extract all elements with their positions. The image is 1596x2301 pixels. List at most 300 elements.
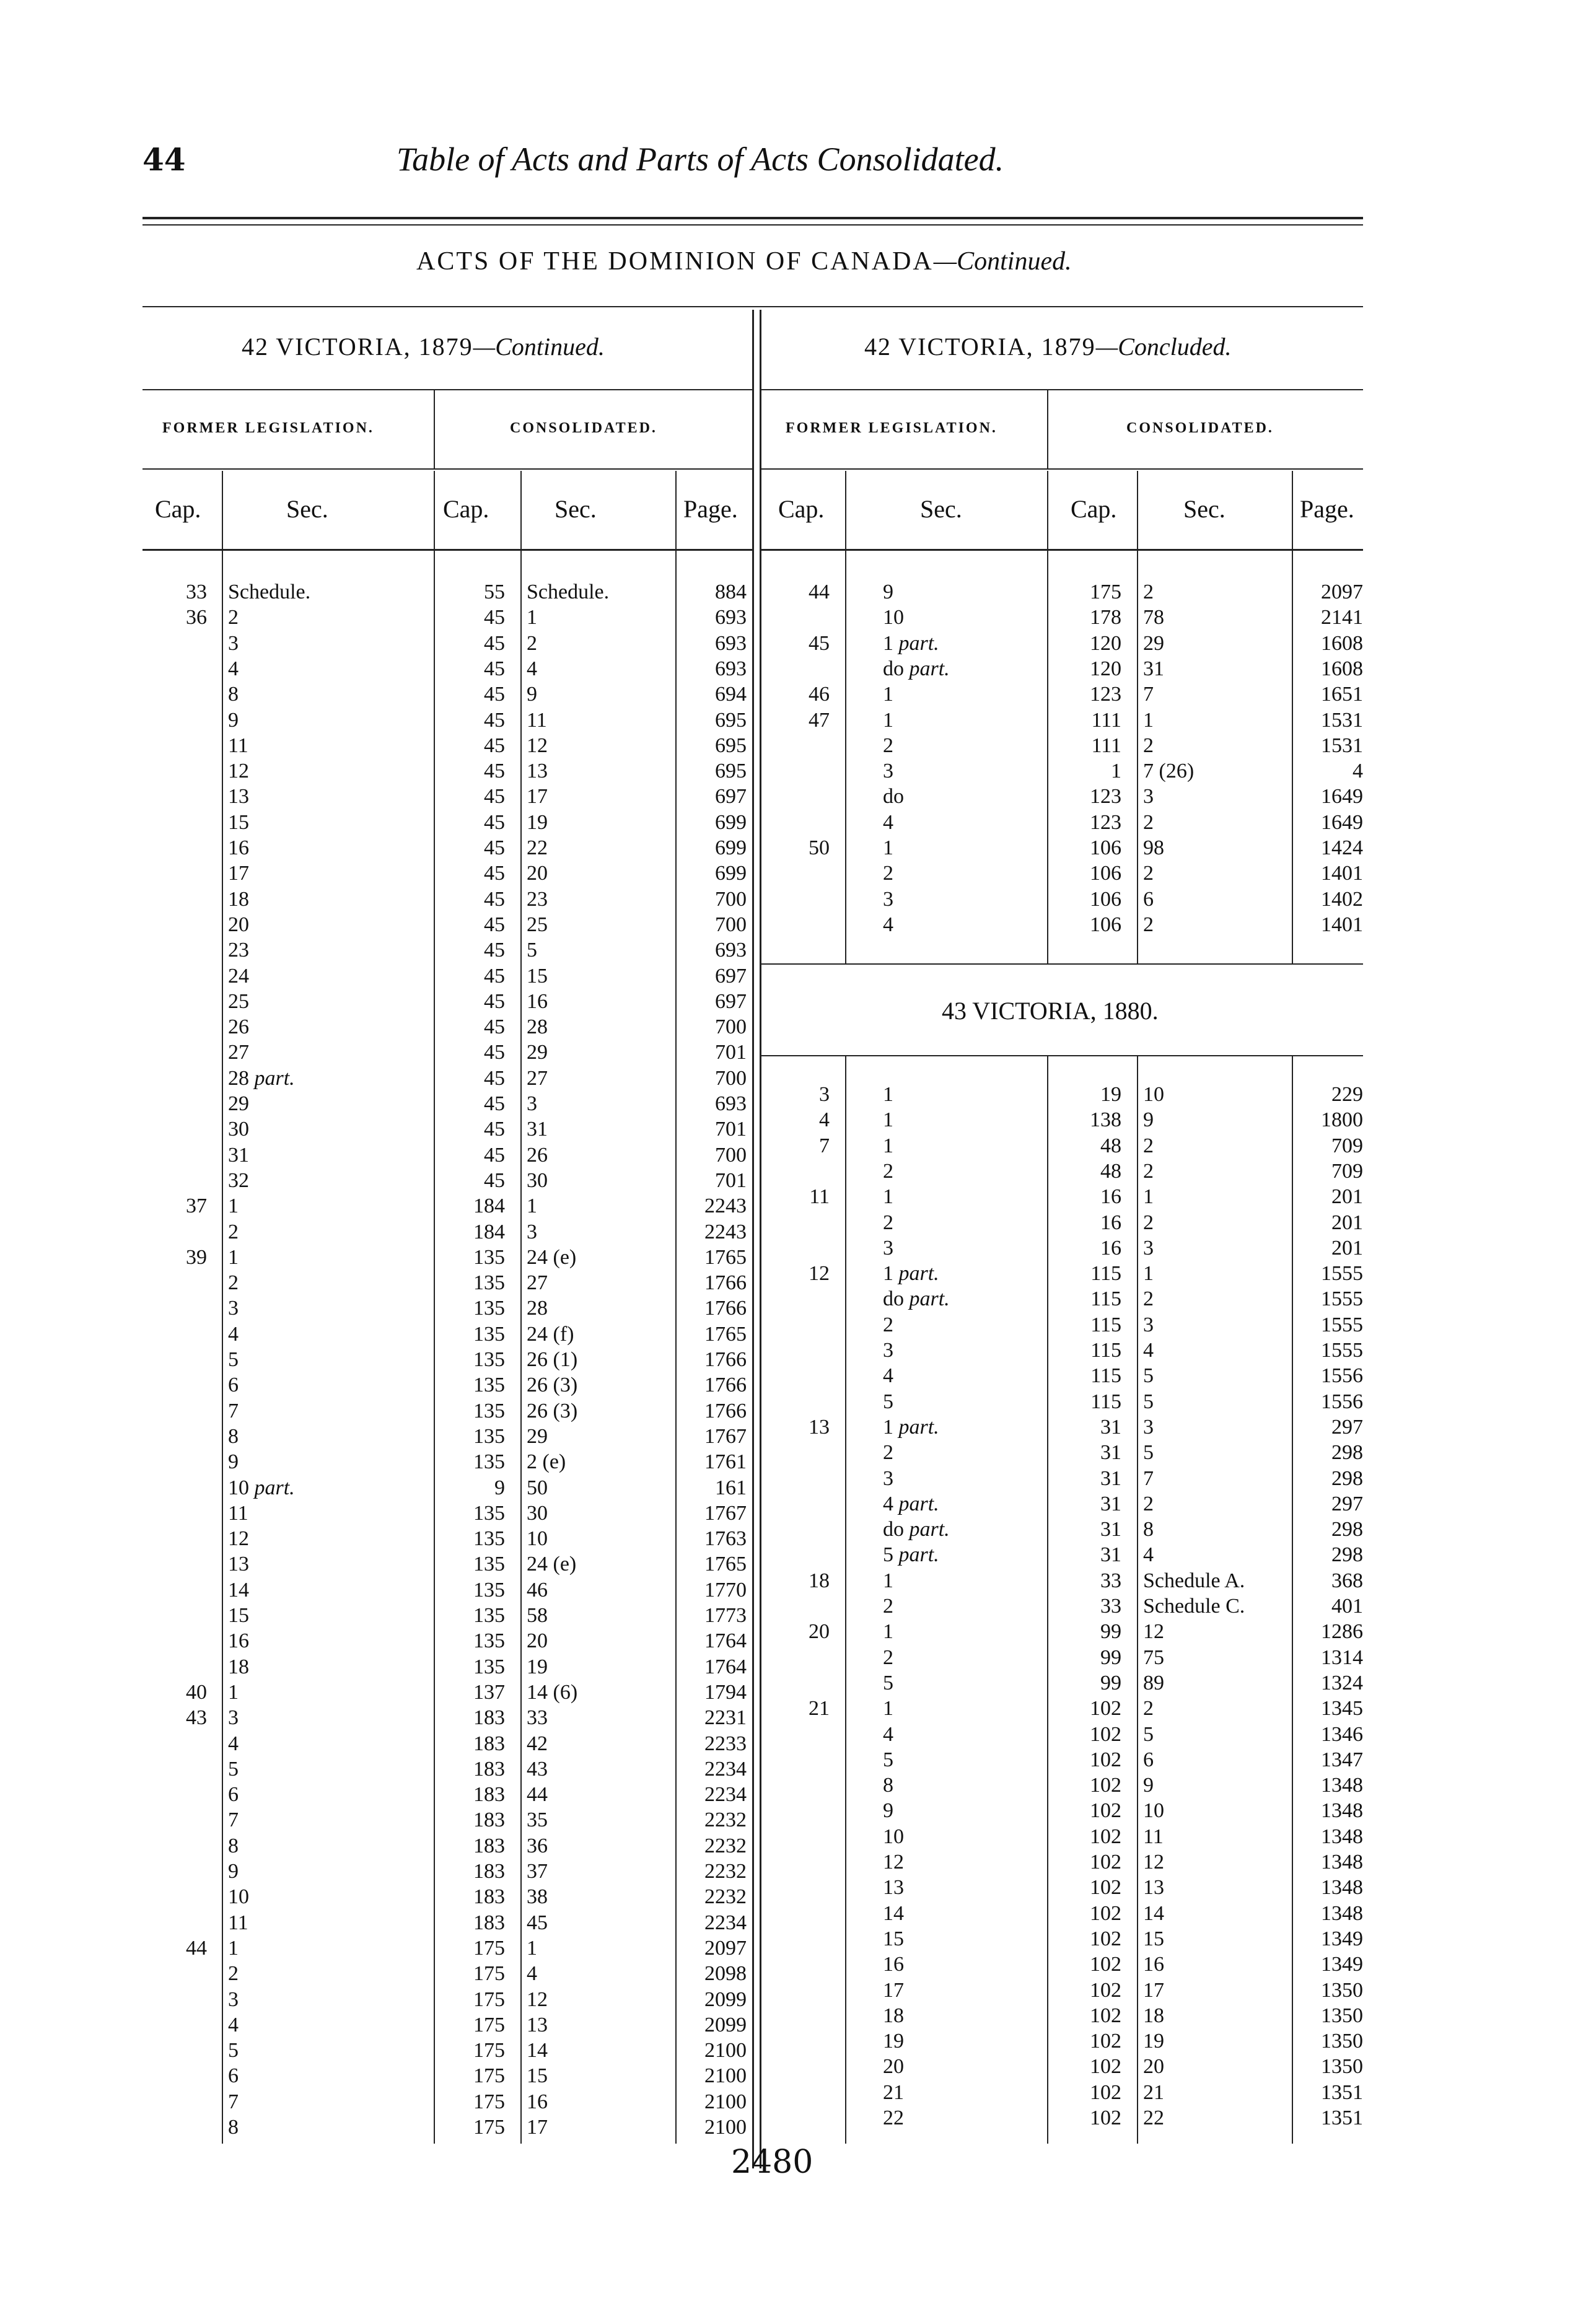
cell-sec: 7 <box>228 2090 239 2113</box>
left-title-rule <box>142 389 752 390</box>
cell-sec: 1 <box>228 1194 239 1217</box>
cell-page: 1401 <box>1321 913 1363 936</box>
cell-consolidated-cap: 115 <box>1090 1364 1121 1387</box>
cell-consolidated-sec: 29 <box>527 1425 548 1448</box>
cell-page: 700 <box>715 1067 747 1090</box>
cell-sec: 31 <box>228 1144 249 1167</box>
cell-page: 229 <box>1331 1083 1363 1106</box>
cell-page: 700 <box>715 913 747 936</box>
cell-consolidated-cap: 45 <box>484 913 505 936</box>
cell-cap: 43 <box>186 1706 207 1729</box>
cell-sec: 4 <box>883 1364 893 1387</box>
table-row <box>0 1466 1596 1491</box>
table-row <box>0 1107 1596 1133</box>
cell-sec: 2 <box>883 1211 893 1234</box>
cell-consolidated-sec: 15 <box>527 965 548 988</box>
table-row <box>0 937 1596 963</box>
cell-consolidated-cap: 102 <box>1090 1851 1121 1874</box>
table-row <box>0 2003 1596 2028</box>
right-group-former: FORMER LEGISLATION. <box>786 420 998 436</box>
cell-consolidated-cap: 33 <box>1100 1569 1121 1592</box>
cell-sec: 17 <box>228 862 249 885</box>
cell-page: 701 <box>715 1041 747 1064</box>
cell-consolidated-sec: 4 <box>1143 1339 1154 1362</box>
left-group-rule <box>142 468 752 470</box>
cell-consolidated-cap: 106 <box>1090 888 1121 911</box>
cell-consolidated-cap: 45 <box>484 939 505 962</box>
cell-sec: 11 <box>228 734 248 757</box>
cell-consolidated-cap: 123 <box>1090 811 1121 834</box>
cell-page: 693 <box>715 632 747 655</box>
cell-page: 1651 <box>1321 683 1363 706</box>
cell-consolidated-sec: 5 <box>1143 1364 1154 1387</box>
cell-page: 2098 <box>704 1962 747 1985</box>
cell-cap: 40 <box>186 1681 207 1704</box>
cell-consolidated-sec: 13 <box>1143 1876 1164 1899</box>
cell-consolidated-cap: 45 <box>484 862 505 885</box>
cell-sec: 1 <box>883 1697 893 1720</box>
cell-cap: 45 <box>809 632 830 655</box>
table-row <box>0 1875 1596 1900</box>
cell-page: 1348 <box>1321 1825 1363 1848</box>
cell-page: 2243 <box>704 1221 747 1243</box>
cell-cap: 50 <box>809 836 830 859</box>
cell-sec: 4 <box>228 657 239 680</box>
table-row <box>0 1338 1596 1363</box>
cell-sec: 20 <box>883 2055 904 2078</box>
cell-cap: 12 <box>809 1262 830 1285</box>
cell-sec: 5 <box>883 1748 893 1771</box>
cell-cap: 36 <box>186 606 207 629</box>
cell-sec: 14 <box>228 1579 249 1602</box>
table-row <box>0 887 1596 912</box>
cell-consolidated-cap: 45 <box>484 1015 505 1038</box>
cell-consolidated-sec: 7 <box>1143 683 1154 706</box>
cell-sec: 9 <box>883 581 893 603</box>
cell-page: 2100 <box>704 2064 747 2087</box>
cell-consolidated-cap: 175 <box>473 2014 505 2036</box>
cell-sec: 27 <box>228 1041 249 1064</box>
cell-page: 2233 <box>704 1732 747 1755</box>
cell-consolidated-sec: 25 <box>527 913 548 936</box>
cell-page: 1351 <box>1321 2081 1363 2104</box>
cell-consolidated-sec: 18 <box>1143 2004 1164 2027</box>
cell-consolidated-sec: 17 <box>1143 1979 1164 2002</box>
cell-consolidated-cap: 175 <box>473 2116 505 2139</box>
cell-consolidated-cap: 111 <box>1091 709 1121 732</box>
cell-consolidated-sec: 20 <box>1143 2055 1164 2078</box>
cell-consolidated-cap: 45 <box>484 785 505 808</box>
cell-consolidated-sec: 1 <box>1143 709 1154 732</box>
cell-page: 2243 <box>704 1194 747 1217</box>
right-col-page: Page. <box>1300 495 1354 523</box>
cell-sec: 18 <box>228 888 249 911</box>
right-col-csec: Sec. <box>1183 495 1226 523</box>
cell-consolidated-sec: 2 <box>1143 1492 1154 1515</box>
cell-consolidated-sec: 31 <box>527 1118 548 1141</box>
cell-sec: 14 <box>883 1902 904 1925</box>
cell-consolidated-cap: 102 <box>1090 1748 1121 1771</box>
cell-sec: 1 <box>228 1246 239 1269</box>
cell-page: 1348 <box>1321 1902 1363 1925</box>
right-col-cap: Cap. <box>778 495 825 523</box>
cell-sec: 5 <box>883 1672 893 1694</box>
cell-sec: 17 <box>883 1979 904 2002</box>
cell-sec: 2 <box>883 1313 893 1336</box>
cell-sec: 3 <box>228 1297 239 1320</box>
cell-consolidated-cap: 102 <box>1090 1876 1121 1899</box>
cell-sec: 5 <box>228 2039 239 2062</box>
cell-consolidated-cap: 135 <box>473 1604 505 1627</box>
cell-consolidated-sec: 11 <box>527 709 547 732</box>
cell-page: 2100 <box>704 2090 747 2113</box>
cell-page: 1345 <box>1321 1697 1363 1720</box>
cell-consolidated-sec: 7 (26) <box>1143 760 1195 782</box>
cell-sec: 4 <box>228 1323 239 1346</box>
cell-sec: 3 <box>883 760 893 782</box>
cell-consolidated-sec: 9 <box>527 683 537 706</box>
cell-consolidated-cap: 184 <box>473 1221 505 1243</box>
cell-sec: 18 <box>228 1655 249 1678</box>
cell-sec: 3 <box>883 1339 893 1362</box>
cell-consolidated-sec: 2 <box>1143 1287 1154 1310</box>
cell-sec: 16 <box>228 1629 249 1652</box>
left-section-title: 42 VICTORIA, 1879—Continued. <box>242 333 605 361</box>
cell-sec: 3 <box>228 1706 239 1729</box>
cell-consolidated-cap: 45 <box>484 836 505 859</box>
cell-page: 1765 <box>704 1553 747 1576</box>
cell-page: 1794 <box>704 1681 747 1704</box>
left-col-ccap: Cap. <box>443 495 489 523</box>
cell-sec: 5 part. <box>883 1543 939 1566</box>
page-title: Table of Acts and Parts of Acts Consolidated. <box>397 141 1004 178</box>
cell-page: 701 <box>715 1118 747 1141</box>
cell-page: 699 <box>715 862 747 885</box>
cell-sec: 7 <box>228 1400 239 1422</box>
cell-consolidated-cap: 102 <box>1090 2004 1121 2027</box>
cell-page: 2232 <box>704 1885 747 1908</box>
right-second-title: 43 VICTORIA, 1880. <box>942 997 1159 1025</box>
cell-page: 4 <box>1353 760 1363 782</box>
cell-cap: 44 <box>809 581 830 603</box>
cell-consolidated-cap: 184 <box>473 1194 505 1217</box>
table-row <box>0 1133 1596 1159</box>
cell-sec: 24 <box>228 965 249 988</box>
cell-cap: 37 <box>186 1194 207 1217</box>
cell-consolidated-sec: 1 <box>1143 1262 1154 1285</box>
cell-consolidated-sec: 5 <box>1143 1441 1154 1464</box>
cell-page: 298 <box>1331 1543 1363 1566</box>
cell-consolidated-cap: 175 <box>473 1937 505 1960</box>
table-row <box>0 605 1596 630</box>
cell-consolidated-sec: 37 <box>527 1860 548 1883</box>
cell-sec: 3 <box>883 1237 893 1260</box>
table-row <box>0 810 1596 835</box>
cell-consolidated-sec: 12 <box>527 1988 548 2011</box>
cell-consolidated-cap: 102 <box>1090 1902 1121 1925</box>
cell-sec: 1 <box>883 683 893 706</box>
cell-sec: 8 <box>883 1774 893 1797</box>
cell-consolidated-cap: 115 <box>1090 1262 1121 1285</box>
cell-page: 1766 <box>704 1374 747 1396</box>
cell-consolidated-cap: 106 <box>1090 862 1121 885</box>
cell-page: 1348 <box>1321 1876 1363 1899</box>
cell-consolidated-cap: 183 <box>473 1860 505 1883</box>
cell-sec: 2 <box>228 1221 239 1243</box>
cell-consolidated-cap: 102 <box>1090 2030 1121 2053</box>
cell-consolidated-sec: 2 <box>1143 1134 1154 1157</box>
cell-consolidated-sec: 16 <box>527 2090 548 2113</box>
cell-sec: 2 <box>883 1646 893 1669</box>
cell-consolidated-cap: 135 <box>473 1553 505 1576</box>
cell-page: 401 <box>1331 1595 1363 1618</box>
cell-cap: 46 <box>809 683 830 706</box>
cell-consolidated-cap: 183 <box>473 1808 505 1831</box>
cell-consolidated-sec: 31 <box>1143 657 1164 680</box>
cell-sec: do <box>883 785 904 808</box>
cell-sec: 2 <box>883 1595 893 1618</box>
cell-consolidated-sec: 19 <box>1143 2030 1164 2053</box>
cell-sec: 8 <box>228 1834 239 1857</box>
cell-cap: 4 <box>819 1108 830 1131</box>
left-col-page: Page. <box>683 495 738 523</box>
cell-consolidated-cap: 106 <box>1090 913 1121 936</box>
cell-consolidated-sec: 26 <box>527 1144 548 1167</box>
cell-consolidated-cap: 183 <box>473 1706 505 1729</box>
cell-sec: 4 part. <box>883 1492 939 1515</box>
table-row <box>0 1312 1596 1338</box>
cell-page: 1773 <box>704 1604 747 1627</box>
cell-consolidated-cap: 45 <box>484 734 505 757</box>
cell-page: 1555 <box>1321 1287 1363 1310</box>
right-sub-rule-bottom <box>761 1055 1363 1056</box>
cell-sec: 8 <box>228 2116 239 2139</box>
cell-page: 1402 <box>1321 888 1363 911</box>
cell-consolidated-sec: 26 (3) <box>527 1374 578 1396</box>
cell-consolidated-cap: 31 <box>1100 1441 1121 1464</box>
cell-consolidated-sec: 78 <box>1143 606 1164 629</box>
cell-page: 1556 <box>1321 1364 1363 1387</box>
cell-page: 298 <box>1331 1518 1363 1541</box>
cell-sec: 3 <box>883 1467 893 1490</box>
cell-page: 1608 <box>1321 632 1363 655</box>
cell-consolidated-sec: 20 <box>527 862 548 885</box>
cell-sec: 4 <box>883 811 893 834</box>
cell-consolidated-cap: 31 <box>1100 1467 1121 1490</box>
cell-sec: 5 <box>883 1390 893 1413</box>
cell-consolidated-sec: 42 <box>527 1732 548 1755</box>
cell-consolidated-sec: Schedule A. <box>1143 1569 1245 1592</box>
cell-consolidated-cap: 45 <box>484 1067 505 1090</box>
cell-consolidated-sec: 2 <box>1143 1697 1154 1720</box>
cell-sec: 12 <box>228 1527 249 1550</box>
cell-cap: 21 <box>809 1697 830 1720</box>
table-row <box>0 784 1596 809</box>
cell-consolidated-sec: 46 <box>527 1579 548 1602</box>
cell-page: 368 <box>1331 1569 1363 1592</box>
cell-sec: 9 <box>883 1799 893 1822</box>
cell-consolidated-cap: 175 <box>473 2090 505 2113</box>
table-row <box>0 2054 1596 2079</box>
cell-page: 161 <box>715 1476 747 1499</box>
cell-consolidated-sec: 44 <box>527 1783 548 1806</box>
cell-consolidated-cap: 135 <box>473 1425 505 1448</box>
cell-page: 1765 <box>704 1246 747 1269</box>
cell-consolidated-cap: 175 <box>1090 581 1121 603</box>
cell-consolidated-sec: 2 <box>1143 1211 1154 1234</box>
cell-page: 1346 <box>1321 1723 1363 1746</box>
table-row <box>0 1798 1596 1823</box>
right-group-consolidated: CONSOLIDATED. <box>1126 420 1274 436</box>
cell-consolidated-sec: 26 (3) <box>527 1400 578 1422</box>
cell-consolidated-cap: 135 <box>473 1527 505 1550</box>
cell-consolidated-cap: 135 <box>473 1374 505 1396</box>
cell-page: 1349 <box>1321 1927 1363 1950</box>
cell-sec: 6 <box>228 2064 239 2087</box>
cell-consolidated-sec: 16 <box>1143 1953 1164 1976</box>
table-row <box>0 1235 1596 1261</box>
table-row <box>0 2080 1596 2105</box>
cell-consolidated-cap: 135 <box>473 1655 505 1678</box>
cell-sec: 1 <box>228 1937 239 1960</box>
cell-consolidated-cap: 45 <box>484 1092 505 1115</box>
cell-sec: 23 <box>228 939 249 962</box>
cell-page: 1764 <box>704 1629 747 1652</box>
cell-page: 1348 <box>1321 1851 1363 1874</box>
cell-page: 693 <box>715 657 747 680</box>
cell-consolidated-cap: 31 <box>1100 1518 1121 1541</box>
cell-sec: 1 <box>883 1185 893 1208</box>
cell-page: 1770 <box>704 1579 747 1602</box>
cell-consolidated-cap: 45 <box>484 709 505 732</box>
cell-consolidated-cap: 115 <box>1090 1339 1121 1362</box>
table-row <box>0 1414 1596 1440</box>
cell-consolidated-cap: 45 <box>484 657 505 680</box>
cell-page: 697 <box>715 990 747 1013</box>
cell-sec: 3 <box>883 888 893 911</box>
cell-page: 1555 <box>1321 1313 1363 1336</box>
cell-consolidated-sec: 16 <box>527 990 548 1013</box>
cell-consolidated-cap: 102 <box>1090 2106 1121 2129</box>
table-row <box>0 1389 1596 1414</box>
table-row <box>0 2028 1596 2054</box>
cell-consolidated-sec: 3 <box>1143 1416 1154 1439</box>
cell-page: 1351 <box>1321 2106 1363 2129</box>
cell-consolidated-cap: 175 <box>473 1962 505 1985</box>
cell-sec: 16 <box>883 1953 904 1976</box>
cell-page: 1800 <box>1321 1108 1363 1131</box>
table-row <box>0 1159 1596 1184</box>
cell-consolidated-sec: 58 <box>527 1604 548 1627</box>
cell-consolidated-cap: 99 <box>1100 1672 1121 1694</box>
cell-sec: 7 <box>228 1808 239 1831</box>
right-title-rule <box>761 389 1363 390</box>
cell-consolidated-sec: 10 <box>527 1527 548 1550</box>
cell-page: 693 <box>715 939 747 962</box>
cell-consolidated-sec: 3 <box>527 1092 537 1115</box>
table-row <box>0 1619 1596 1644</box>
cell-consolidated-sec: 6 <box>1143 1748 1154 1771</box>
table-row <box>0 631 1596 656</box>
cell-sec: 28 part. <box>228 1067 295 1090</box>
cell-sec: 10 <box>883 606 904 629</box>
cell-consolidated-cap: 178 <box>1090 606 1121 629</box>
cell-consolidated-cap: 9 <box>494 1476 505 1499</box>
cell-consolidated-sec: 3 <box>1143 1237 1154 1260</box>
cell-consolidated-cap: 45 <box>484 606 505 629</box>
cell-page: 298 <box>1331 1467 1363 1490</box>
cell-page: 2097 <box>1321 581 1363 603</box>
cell-page: 1350 <box>1321 1979 1363 2002</box>
cell-consolidated-sec: 50 <box>527 1476 548 1499</box>
cell-sec: 3 <box>228 632 239 655</box>
table-row <box>0 912 1596 937</box>
cell-consolidated-cap: 16 <box>1100 1185 1121 1208</box>
cell-sec: 9 <box>228 1860 239 1883</box>
left-col-sec: Sec. <box>286 495 328 523</box>
table-row <box>0 1670 1596 1696</box>
cell-consolidated-cap: 106 <box>1090 836 1121 859</box>
cell-sec: 4 <box>228 1732 239 1755</box>
table-row <box>0 1696 1596 1721</box>
cell-consolidated-cap: 102 <box>1090 1825 1121 1848</box>
cell-sec: 11 <box>228 1502 248 1525</box>
cell-consolidated-sec: 89 <box>1143 1672 1164 1694</box>
cell-sec: 26 <box>228 1015 249 1038</box>
cell-consolidated-cap: 99 <box>1100 1646 1121 1669</box>
cell-sec: 11 <box>228 1911 248 1934</box>
table-row <box>0 1440 1596 1465</box>
cell-consolidated-sec: 30 <box>527 1169 548 1192</box>
cell-page: 1348 <box>1321 1799 1363 1822</box>
cell-cap: 7 <box>819 1134 830 1157</box>
heading-rule <box>142 306 1363 307</box>
table-row <box>0 1926 1596 1952</box>
cell-consolidated-cap: 31 <box>1100 1416 1121 1439</box>
cell-consolidated-sec: 1 <box>527 1937 537 1960</box>
cell-consolidated-sec: 35 <box>527 1808 548 1831</box>
table-row <box>0 682 1596 707</box>
cell-consolidated-cap: 183 <box>473 1758 505 1781</box>
cell-page: 2234 <box>704 1783 747 1806</box>
cell-page: 2234 <box>704 1911 747 1934</box>
cell-page: 1314 <box>1321 1646 1363 1669</box>
table-row <box>0 1040 1596 1065</box>
cell-consolidated-cap: 120 <box>1090 657 1121 680</box>
cell-page: 2097 <box>704 1937 747 1960</box>
table-row <box>0 1722 1596 1747</box>
cell-consolidated-cap: 102 <box>1090 1799 1121 1822</box>
cell-sec: 10 <box>228 1885 249 1908</box>
cell-sec: 13 <box>228 1553 249 1576</box>
cell-consolidated-sec: 13 <box>527 2014 548 2036</box>
left-group-consolidated: CONSOLIDATED. <box>510 420 657 436</box>
cell-page: 1555 <box>1321 1339 1363 1362</box>
cell-cap: 18 <box>809 1569 830 1592</box>
cell-sec: 2 <box>883 1441 893 1464</box>
cell-consolidated-sec: 17 <box>527 2116 548 2139</box>
cell-consolidated-sec: 3 <box>1143 1313 1154 1336</box>
cell-consolidated-sec: 13 <box>527 760 548 782</box>
cell-sec: 10 <box>883 1825 904 1848</box>
cell-sec: 2 <box>883 1160 893 1183</box>
cell-sec: 16 <box>228 836 249 859</box>
cell-cap: 11 <box>809 1185 830 1208</box>
cell-page: 1766 <box>704 1400 747 1422</box>
cell-consolidated-sec: 12 <box>1143 1851 1164 1874</box>
footer-number: 2480 <box>731 2144 813 2181</box>
cell-sec: 12 <box>228 760 249 782</box>
